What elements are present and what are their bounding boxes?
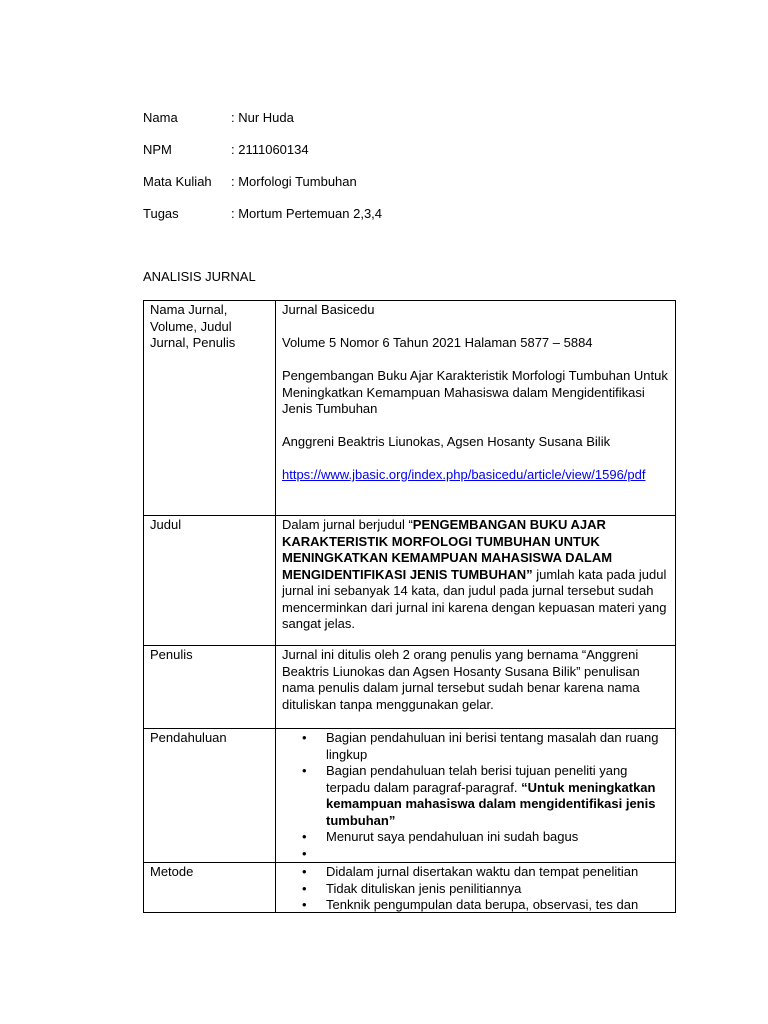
table-row	[144, 863, 676, 913]
metode-point-2: Tidak dituliskan jenis penilitiannya	[326, 880, 522, 896]
list-item	[302, 829, 669, 846]
row-label-nama-jurnal: Nama Jurnal, Volume, Judul Jurnal, Penulis	[144, 301, 276, 516]
judul-text-title: PENGEMBANGAN BUKU AJAR KARAKTERISTIK MORFOLOGI TUMBUHAN UNTUK MENINGKATKAN KEMAMPUAN MAHASISWA DALAM MENGIDENTIFIKASI JENIS TUMBUHAN”	[282, 517, 613, 582]
npm-label: NPM	[143, 142, 172, 157]
pendahuluan-point-3: Menurut saya pendahuluan ini sudah bagus	[326, 829, 579, 844]
row-label-metode: Metode	[144, 863, 276, 913]
judul-text-intro: Dalam jurnal berjudul “	[282, 517, 413, 532]
pendahuluan-point-1: Bagian pendahuluan ini berisi tentang masalah dan ruang lingkup	[326, 730, 659, 762]
row-label-pendahuluan: Pendahuluan	[144, 729, 276, 863]
list-item	[302, 864, 669, 881]
nama-label: Nama	[143, 110, 178, 125]
table-row	[144, 301, 676, 516]
judul-analysis-cell	[276, 516, 676, 646]
bullet-icon: •	[302, 829, 307, 844]
journal-details-cell	[276, 301, 676, 516]
metode-point-3: Tenknik pengumpulan data berupa, observasi, tes dan	[326, 897, 639, 912]
bullet-icon: •	[302, 730, 307, 745]
table-row	[144, 516, 676, 646]
metode-analysis-cell	[276, 863, 676, 913]
section-title: ANALISIS JURNAL	[143, 269, 256, 284]
npm-value: : 2111060134	[231, 142, 309, 157]
list-item	[302, 897, 669, 912]
list-item	[302, 730, 669, 763]
pendahuluan-analysis-cell	[276, 729, 676, 863]
journal-url-link[interactable]: https://www.jbasic.org/index.php/basicedu/article/view/1596/pdf	[282, 467, 646, 482]
penulis-analysis-text: Jurnal ini ditulis oleh 2 orang penulis yang bernama “Anggreni Beaktris Liunokas dan Agsen Hosanty Susana Bilik” penulisan nama penulis dalam jurnal tersebut sudah benar karena nama dituliskan tanpa menggunakan gelar.	[282, 647, 640, 712]
journal-authors: Anggreni Beaktris Liunokas, Agsen Hosanty Susana Bilik	[282, 434, 611, 449]
bullet-icon: •	[302, 897, 307, 912]
row-label-penulis: Penulis	[144, 646, 276, 729]
mata-kuliah-value: : Morfologi Tumbuhan	[231, 174, 357, 189]
row-label-judul: Judul	[144, 516, 276, 646]
mata-kuliah-label: Mata Kuliah	[143, 174, 212, 189]
nama-value: : Nur Huda	[231, 110, 294, 125]
pendahuluan-point-2-quote: “Untuk meningkatkan kemampuan mahasiswa dalam mengidentifikasi jenis tumbuhan”	[326, 779, 656, 828]
penulis-analysis-cell	[276, 646, 676, 729]
pendahuluan-point-2: Bagian pendahuluan telah berisi tujuan peneliti yang terpadu dalam paragraf-paragraf.	[326, 763, 628, 795]
bullet-icon: •	[302, 845, 307, 861]
judul-analysis-text	[282, 517, 669, 633]
journal-volume: Volume 5 Nomor 6 Tahun 2021 Halaman 5877 – 5884	[282, 335, 593, 350]
list-item	[302, 880, 669, 898]
metode-bullet-list	[282, 864, 669, 912]
pendahuluan-bullet-list	[282, 730, 669, 862]
tugas-label: Tugas	[143, 206, 179, 221]
tugas-value: : Mortum Pertemuan 2,3,4	[231, 206, 383, 221]
table-row	[144, 646, 676, 729]
metode-point-1: Didalam jurnal disertakan waktu dan tempat penelitian	[326, 864, 639, 879]
judul-text-comment: jumlah kata pada judul jurnal ini sebanyak 14 kata, dan judul pada jurnal tersebut sudah mencerminkan dari jurnal ini karena dengan kepuasan materi yang sangat jelas.	[282, 566, 667, 631]
bullet-icon: •	[302, 864, 307, 879]
journal-name: Jurnal Basicedu	[282, 302, 375, 317]
list-item	[302, 845, 669, 863]
bullet-icon: •	[302, 880, 307, 896]
list-item	[302, 763, 669, 829]
journal-title: Pengembangan Buku Ajar Karakteristik Morfologi Tumbuhan Untuk Meningkatkan Kemampuan Mahasiswa dalam Mengidentifikasi Jenis Tumbuhan	[282, 368, 668, 416]
table-row	[144, 729, 676, 863]
bullet-icon: •	[302, 763, 307, 778]
analysis-table	[143, 300, 676, 913]
